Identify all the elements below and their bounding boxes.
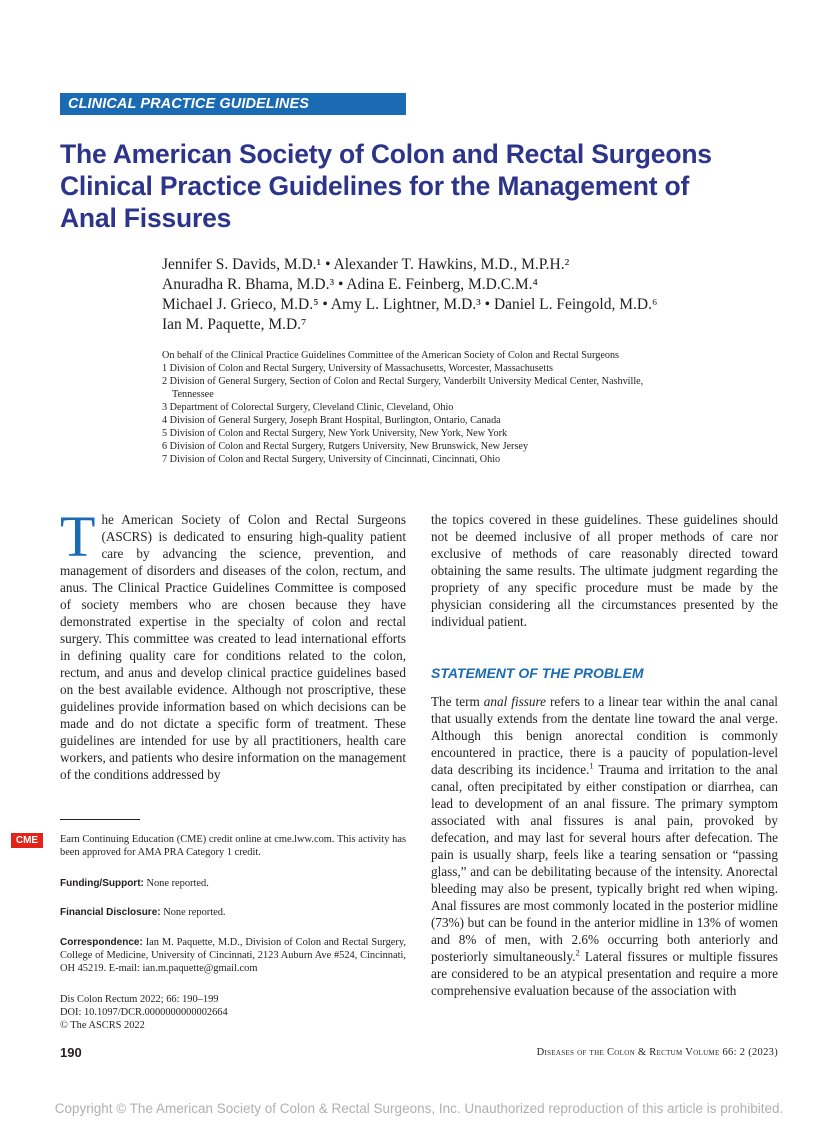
intro-column — [60, 504, 406, 783]
affiliation-item: 5 Division of Colon and Rectal Surgery, New York University, New York, New York — [162, 428, 508, 439]
problem-column — [431, 693, 778, 999]
intro-text: he American Society of Colon and Rectal Surgeons (ASCRS) is dedicated to ensuring high-quality patient care by advancing the science, prevention, and management of disorders and diseases of the colon, rectum, and anus. The Clinical Practice Guidelines Committee is composed of society members who are chosen because they have demonstrated expertise in the specialty of colon and rectal surgery. This committee was created to lead international efforts in defining quality care for conditions related to the colon, rectum, and anus and develop clinical practice guidelines based on the best available evidence. Although not proscriptive, these guidelines provide information based on which decisions can be made and do not dictate a specific form of treatment. These guidelines are intended for use by all practitioners, health care workers, and patients who desire information on the management of the conditions addressed by — [60, 512, 406, 782]
author-list — [162, 255, 802, 335]
title-line: Clinical Practice Guidelines for the Management of — [60, 171, 690, 201]
citation-copyright: © The ASCRS 2022 — [60, 1020, 145, 1031]
citation-doi: DOI: 10.1097/DCR.0000000000002664 — [60, 1007, 228, 1018]
journal-footer: Diseases of the Colon & Rectum Volume 66: 2 (2023) — [536, 1047, 778, 1058]
disclosure-label: Financial Disclosure: — [60, 907, 161, 918]
funding-label: Funding/Support: — [60, 878, 144, 889]
section-heading: STATEMENT OF THE PROBLEM — [431, 665, 644, 681]
affiliation-item: 7 Division of Colon and Rectal Surgery, University of Cincinnati, Cincinnati, Ohio — [162, 454, 501, 465]
cme-note: Earn Continuing Education (CME) credit online at cme.lww.com. This activity has been approved for AMA PRA Category 1 credit. — [60, 834, 406, 858]
problem-text: refers to a linear tear within the anal canal that usually extends from the dentate line toward the anal verge. Although this benign anorectal condition is commonly encountered in practice, there is a paucity of population-level data describing its incidence. — [431, 694, 778, 777]
page-number: 190 — [60, 1045, 82, 1060]
correspondence-note — [60, 936, 406, 975]
title-line: The American Society of Colon and Rectal Surgeons — [60, 139, 712, 169]
author-line: Ian M. Paquette, M.D.⁷ — [162, 316, 307, 333]
affiliation-item: 6 Division of Colon and Rectal Surgery, Rutgers University, New Brunswick, New Jersey — [162, 441, 529, 452]
section-banner: CLINICAL PRACTICE GUIDELINES — [60, 93, 406, 115]
problem-paragraph — [431, 693, 778, 999]
affiliation-item: Tennessee — [172, 389, 214, 400]
citation-journal: Dis Colon Rectum 2022; 66: 190–199 — [60, 994, 219, 1005]
article-title — [60, 138, 800, 234]
intro-paragraph — [60, 504, 406, 783]
author-line: Jennifer S. Davids, M.D.¹ • Alexander T. Hawkins, M.D., M.P.H.² — [162, 256, 570, 273]
continuation-paragraph: the topics covered in these guidelines. These guidelines should not be deemed inclusive of all proper methods of care nor exclusive of methods of care reasonably directed toward obtaining the same results. The ultimate judgment regarding the propriety of any specific procedure must be made by the physician considering all the circumstances presented by the individual patient. — [431, 512, 778, 629]
affiliation-intro: On behalf of the Clinical Practice Guidelines Committee of the American Society of Colon and Rectal Surgeons — [162, 350, 620, 361]
problem-text: Lateral fissures or multiple fissures are considered to be an atypical presentation and require a more comprehensive evaluation because of the association with — [431, 949, 778, 998]
right-column-top — [431, 511, 778, 630]
disclosure-value: None reported. — [160, 907, 226, 918]
title-line: Anal Fissures — [60, 203, 232, 233]
author-line: Anuradha R. Bhama, M.D.³ • Adina E. Feinberg, M.D.C.M.⁴ — [162, 276, 538, 293]
correspondence-label: Correspondence: — [60, 937, 143, 948]
author-line: Michael J. Grieco, M.D.⁵ • Amy L. Lightner, M.D.³ • Daniel L. Feingold, M.D.⁶ — [162, 296, 658, 313]
citation-ref: 2 — [575, 947, 580, 958]
footnote-divider — [60, 819, 140, 820]
disclosure-note — [60, 906, 406, 919]
funding-value: None reported. — [143, 878, 209, 889]
problem-text: Trauma and irritation to the anal canal, often precipitated by either constipation or diarrhea, can lead to development of an anal fissure. The primary symptom associated with anal fissures is anal pain, provoked by defecation, and may last for several hours after defecation. The pain is usually sharp, feels like a tearing sensation or “passing glass,” and can be debilitating because of the intensity. Anorectal bleeding may also be present, typically bright red when wiping. Anal fissures are most commonly located in the posterior midline (73%) but can be found in the anterior midline in 13% of women and 8% of men, with 2.6% occurring both anteriorly and posteriorly simultaneously. — [431, 762, 778, 964]
problem-term: anal fissure — [483, 694, 546, 709]
drop-cap: T — [60, 504, 96, 569]
funding-note — [60, 877, 406, 890]
affiliation-item: 4 Division of General Surgery, Joseph Brant Hospital, Burlington, Ontario, Canada — [162, 415, 501, 426]
copyright-watermark: Copyright © The American Society of Colon & Rectal Surgeons, Inc. Unauthorized reproduction of this article is prohibited. — [54, 1101, 784, 1116]
affiliation-item: 2 Division of General Surgery, Section of Colon and Rectal Surgery, Vanderbilt University Medical Center, Nashville, — [162, 376, 644, 387]
correspondence-value: Ian M. Paquette, M.D., Division of Colon and Rectal Surgery, College of Medicine, University of Cincinnati, 2123 Auburn Ave #524, Cincinnati, OH 45219. E-mail: ian.m.paquette@gmail.com — [60, 937, 406, 974]
citation-ref: 1 — [589, 760, 594, 771]
cme-badge: CME — [11, 833, 43, 848]
affiliation-item: 3 Department of Colorectal Surgery, Cleveland Clinic, Cleveland, Ohio — [162, 402, 454, 413]
affiliation-item: 1 Division of Colon and Rectal Surgery, University of Massachusetts, Worcester, Massachusetts — [162, 363, 554, 374]
citation-block — [60, 993, 406, 1032]
problem-text: The term — [431, 694, 484, 709]
affiliations — [162, 349, 742, 466]
